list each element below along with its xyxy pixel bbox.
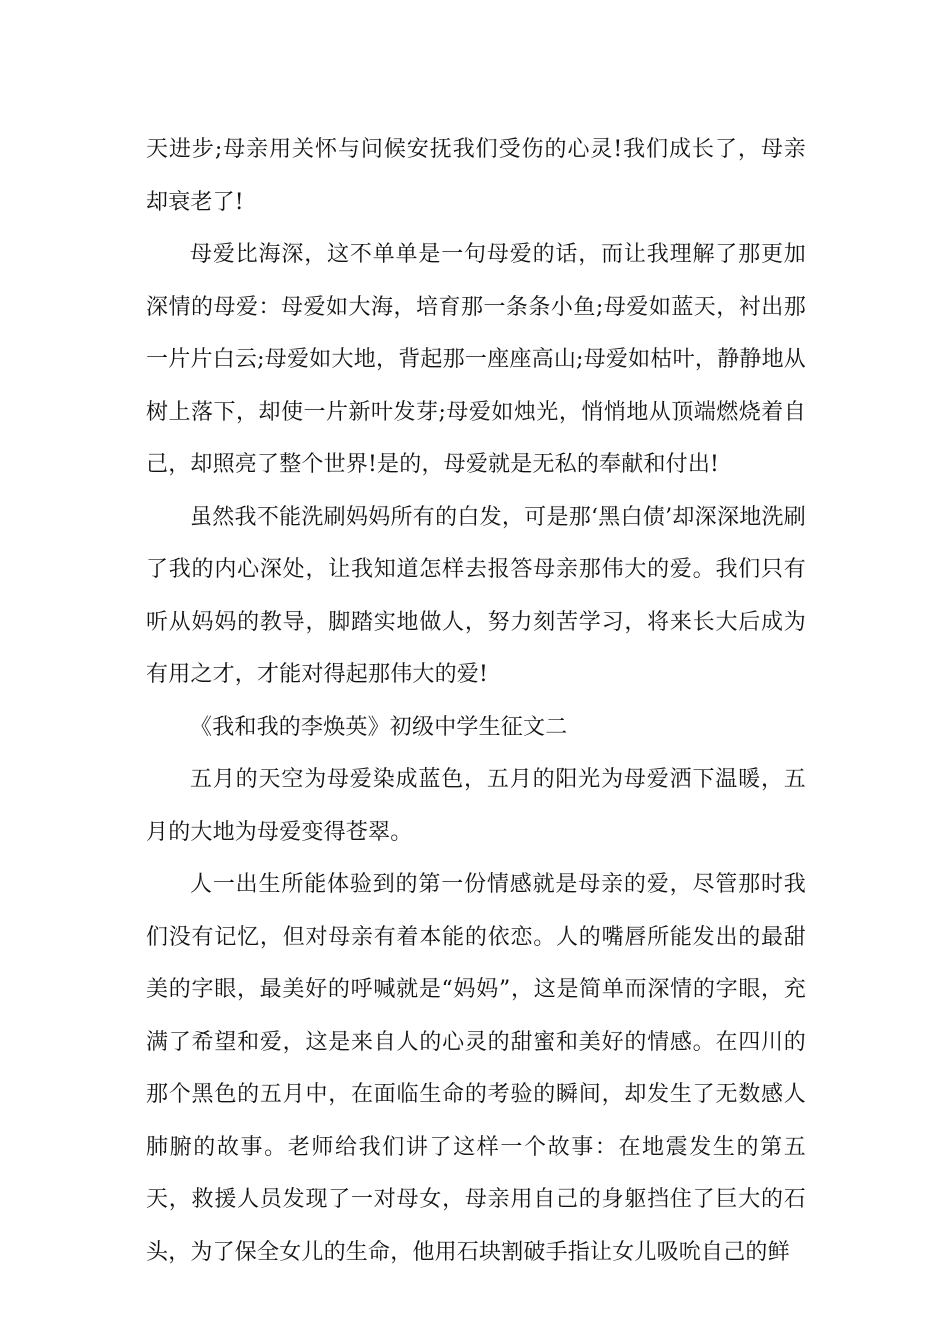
document-body [146, 124, 806, 1279]
paragraph-may-sky: 五月的天空为母爱染成蓝色，五月的阳光为母爱洒下温暖，五月的大地为母爱变得苍翠。 [146, 767, 806, 845]
paragraph-first-emotion: 人一出生所能体验到的第一份情感就是母亲的爱，尽管那时我们没有记忆，但对母亲有着本能的依恋。人的嘴唇所能发出的最甜美的字眼，最美好的呼喊就是“妈妈”，这是简单而深情的字眼，充满了希望和爱，这是来自人的心灵的甜蜜和美好的情感。在四川的那个黑色的五月中，在面临生命的考验的瞬间，却发生了无数感人肺腑的故事。老师给我们讲了这样一个故事：在地震发生的第五天，救援人员发现了一对母女，母亲用自己的身躯挡住了巨大的石头，为了保全女儿的生命，他用石块割破手指让女儿吸吮自己的鲜 [146, 872, 806, 1265]
essay-subtitle: 《我和我的李焕英》初级中学生征文二 [190, 714, 568, 740]
paragraph-continuation: 天进步;母亲用关怀与问候安抚我们受伤的心灵!我们成长了，母亲却衰老了! [146, 137, 806, 215]
paragraph-white-hair: 虽然我不能洗刷妈妈所有的白发，可是那‘黑白债’却深深地洗刷了我的内心深处，让我知道怎样去报答母亲那伟大的爱。我们只有听从妈妈的教导，脚踏实地做人，努力刻苦学习，将来长大后成为有用之才，才能对得起那伟大的爱! [146, 504, 806, 687]
paragraph-mother-love-deeper-than-sea: 母爱比海深，这不单单是一句母爱的话，而让我理解了那更加深情的母爱：母爱如大海，培育那一条条小鱼;母爱如蓝天，衬出那一片片白云;母爱如大地，背起那一座座高山;母爱如枯叶，静静地从树上落下，却使一片新叶发芽;母爱如烛光，悄悄地从顶端燃烧着自己，却照亮了整个世界!是的，母爱就是无私的奉献和付出! [146, 242, 806, 477]
